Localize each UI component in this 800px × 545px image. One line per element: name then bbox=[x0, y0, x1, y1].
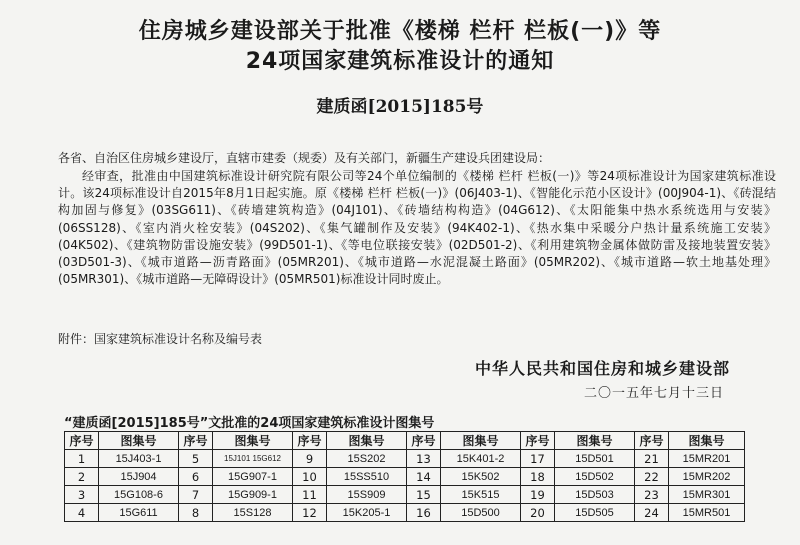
code-cell: 15S202 bbox=[327, 450, 407, 468]
table-row bbox=[65, 486, 745, 504]
header-cell: 图集号 bbox=[441, 432, 521, 450]
code-cell: 15K401-2 bbox=[441, 450, 521, 468]
index-cell: 4 bbox=[65, 504, 99, 522]
index-cell: 9 bbox=[293, 450, 327, 468]
index-cell: 11 bbox=[293, 486, 327, 504]
header-cell: 图集号 bbox=[555, 432, 635, 450]
header-cell: 序号 bbox=[65, 432, 99, 450]
table-row bbox=[65, 504, 745, 522]
index-cell: 5 bbox=[179, 450, 213, 468]
table-title: “建质函[2015]185号”文批准的24项国家建筑标准设计图集号 bbox=[64, 416, 435, 431]
code-cell: 15D503 bbox=[555, 486, 635, 504]
code-cell: 15G909-1 bbox=[213, 486, 293, 504]
code-cell: 15K205-1 bbox=[327, 504, 407, 522]
index-cell: 2 bbox=[65, 468, 99, 486]
code-cell: 15S909 bbox=[327, 486, 407, 504]
index-cell: 10 bbox=[293, 468, 327, 486]
header-cell: 图集号 bbox=[99, 432, 179, 450]
issuing-authority: 中华人民共和国住房和城乡建设部 bbox=[474, 359, 730, 378]
code-cell: 15D500 bbox=[441, 504, 521, 522]
standards-table bbox=[64, 431, 745, 522]
issue-date: 二〇一五年七月十三日 bbox=[583, 386, 724, 401]
code-cell: 15J403-1 bbox=[99, 450, 179, 468]
index-cell: 14 bbox=[407, 468, 441, 486]
code-cell: 15J101 15G612 bbox=[213, 450, 293, 468]
table-row bbox=[65, 450, 745, 468]
header-cell: 序号 bbox=[179, 432, 213, 450]
table-row bbox=[65, 468, 745, 486]
code-cell: 15G907-1 bbox=[213, 468, 293, 486]
index-cell: 15 bbox=[407, 486, 441, 504]
header-cell: 图集号 bbox=[327, 432, 407, 450]
index-cell: 16 bbox=[407, 504, 441, 522]
index-cell: 23 bbox=[635, 486, 669, 504]
header-cell: 图集号 bbox=[213, 432, 293, 450]
code-cell: 15MR201 bbox=[669, 450, 745, 468]
index-cell: 19 bbox=[521, 486, 555, 504]
header-cell: 序号 bbox=[407, 432, 441, 450]
index-cell: 20 bbox=[521, 504, 555, 522]
index-cell: 13 bbox=[407, 450, 441, 468]
index-cell: 1 bbox=[65, 450, 99, 468]
code-cell: 15MR202 bbox=[669, 468, 745, 486]
document-number: 建质函[2015]185号 bbox=[316, 97, 484, 117]
index-cell: 17 bbox=[521, 450, 555, 468]
header-cell: 图集号 bbox=[669, 432, 745, 450]
attachment-note: 附件：国家建筑标准设计名称及编号表 bbox=[58, 332, 263, 346]
index-cell: 8 bbox=[179, 504, 213, 522]
salutation: 各省、自治区住房城乡建设厅，直辖市建委（规委）及有关部门，新疆生产建设兵团建设局： bbox=[58, 151, 551, 165]
code-cell: 15S128 bbox=[213, 504, 293, 522]
code-cell: 15D502 bbox=[555, 468, 635, 486]
index-cell: 3 bbox=[65, 486, 99, 504]
index-cell: 12 bbox=[293, 504, 327, 522]
index-cell: 24 bbox=[635, 504, 669, 522]
header-cell: 序号 bbox=[293, 432, 327, 450]
index-cell: 22 bbox=[635, 468, 669, 486]
code-cell: 15D505 bbox=[555, 504, 635, 522]
code-cell: 15MR501 bbox=[669, 504, 745, 522]
notice-title-line2: 24项国家建筑标准设计的通知 bbox=[245, 49, 555, 74]
notice-body: 经审查，批准由中国建筑标准设计研究院有限公司等24个单位编制的《楼梯 栏杆 栏板(一)》等24项标准设计为国家建筑标准设计。该24项标准设计自2015年8月1日起实施。原《楼梯 栏杆 栏板(一)》(06J403-1)、《智能化示范小区设计》(00J904-1)、《砖混结构加固与修复》(03SG611)、《砖墙建筑构造》(04J101)、《砖墙结构构造》(04G612)、《太阳能集中热水系统选用与安装》(06SS128)、《室内消火栓安装》(04S202)、《集气罐制作及安装》(94K402-1)、《热水集中采暖分户热计量系统施工安装》(04K502)、《建筑物防雷设施安装》(99D501-1)、《等电位联接安装》(02D501-2)、《利用建筑物金属体做防雷及接地装置安装》(03D501-3)、《城市道路—沥青路面》(05MR201)、《城市道路—水泥混凝土路面》(05MR202)、《城市道路—软土地基处理》(05MR301)、《城市道路—无障碍设计》(05MR501)标准设计同时废止。 bbox=[58, 169, 777, 287]
index-cell: 7 bbox=[179, 486, 213, 504]
header-cell: 序号 bbox=[521, 432, 555, 450]
header-cell: 序号 bbox=[635, 432, 669, 450]
code-cell: 15K515 bbox=[441, 486, 521, 504]
code-cell: 15SS510 bbox=[327, 468, 407, 486]
index-cell: 6 bbox=[179, 468, 213, 486]
notice-title-line1: 住房城乡建设部关于批准《楼梯 栏杆 栏板(一)》等 bbox=[138, 19, 662, 44]
index-cell: 21 bbox=[635, 450, 669, 468]
code-cell: 15J904 bbox=[99, 468, 179, 486]
index-cell: 18 bbox=[521, 468, 555, 486]
code-cell: 15G611 bbox=[99, 504, 179, 522]
table-header-row bbox=[65, 432, 745, 450]
code-cell: 15K502 bbox=[441, 468, 521, 486]
code-cell: 15D501 bbox=[555, 450, 635, 468]
code-cell: 15G108-6 bbox=[99, 486, 179, 504]
code-cell: 15MR301 bbox=[669, 486, 745, 504]
